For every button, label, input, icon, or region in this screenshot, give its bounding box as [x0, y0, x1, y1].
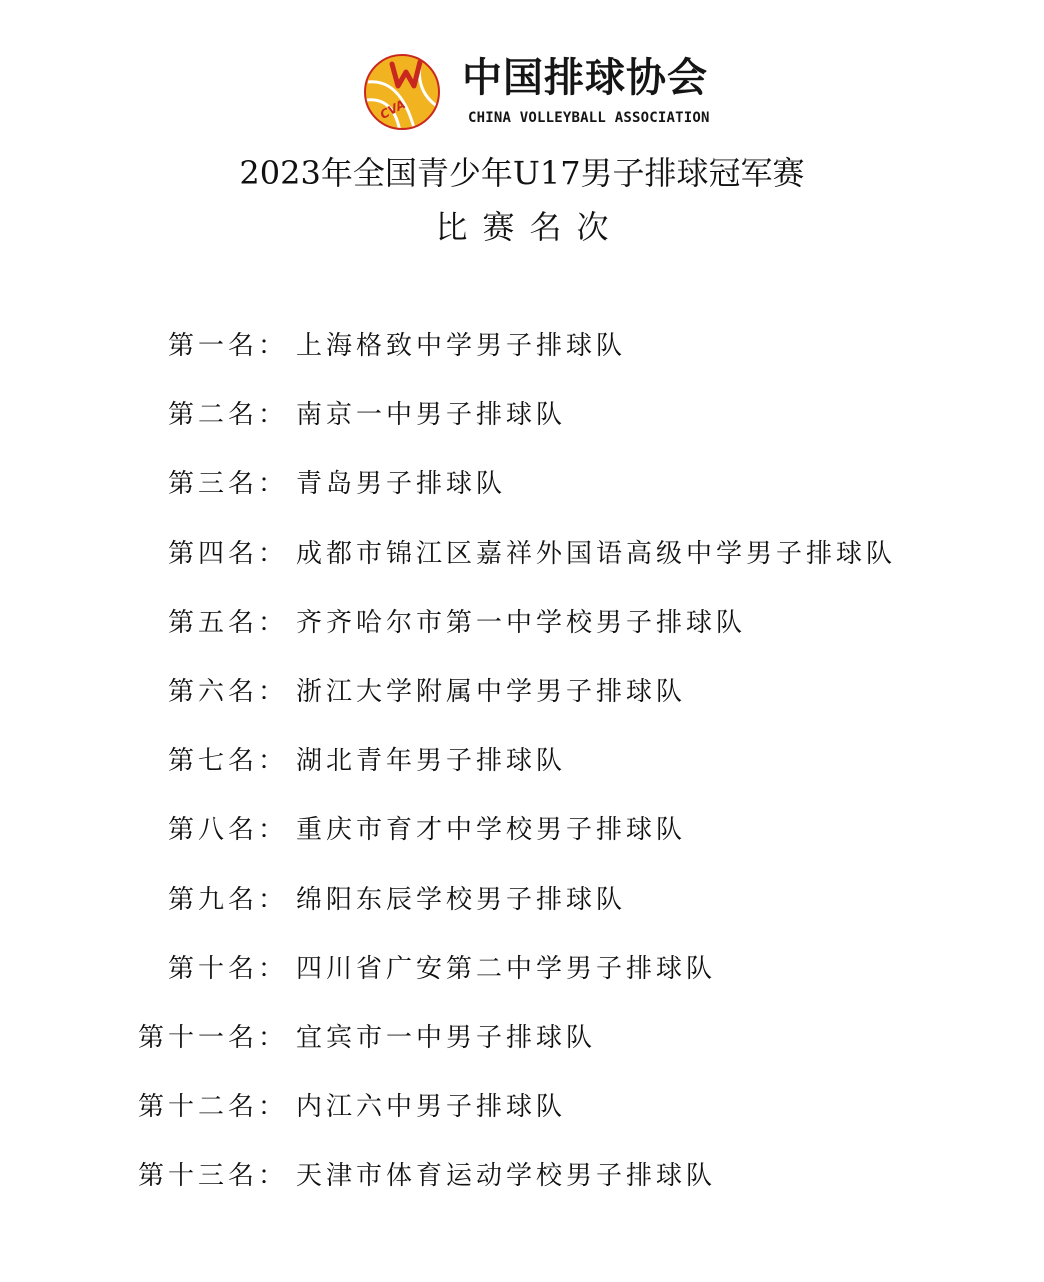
team-name: 南京一中男子排球队 — [296, 400, 567, 431]
team-name: 湖北青年男子排球队 — [296, 746, 567, 777]
rank-label: 第二名： — [167, 400, 288, 431]
rank-label: 第十名： — [167, 953, 288, 984]
team-name: 青岛男子排球队 — [296, 469, 507, 500]
rank-label: 第五名： — [167, 607, 288, 638]
ranking-row — [0, 949, 1044, 989]
team-name: 齐齐哈尔市第一中学校男子排球队 — [296, 607, 747, 638]
rank-label: 第七名： — [167, 746, 288, 777]
rank-label: 第八名： — [167, 815, 288, 846]
ranking-row — [0, 395, 1044, 435]
rank-label: 第六名： — [167, 677, 288, 707]
team-name: 内江六中男子排球队 — [296, 1092, 567, 1123]
ranking-row — [0, 810, 1044, 850]
team-name: 绵阳东辰学校男子排球队 — [296, 884, 627, 915]
rank-label: 第四名： — [167, 538, 288, 569]
ranking-row — [0, 326, 1044, 366]
ranking-row — [0, 880, 1044, 920]
rank-label: 第十二名： — [137, 1092, 288, 1123]
ranking-row — [0, 672, 1044, 712]
team-name: 宜宾市一中男子排球队 — [296, 1023, 597, 1053]
team-name: 四川省广安第二中学男子排球队 — [296, 953, 717, 984]
rank-label: 第九名： — [167, 884, 288, 915]
ranking-row — [0, 464, 1044, 504]
logo-ball-letters: CVA — [377, 97, 408, 122]
rank-label: 第一名： — [167, 331, 288, 361]
ranking-row — [0, 741, 1044, 781]
team-name: 上海格致中学男子排球队 — [296, 331, 627, 361]
ranking-row — [0, 1087, 1044, 1127]
rank-label: 第十一名： — [137, 1023, 288, 1053]
ranking-row — [0, 1018, 1044, 1058]
logo-english-name: CHINA VOLLEYBALL ASSOCIATION — [468, 110, 710, 126]
document-subtitle: 比赛名次 — [435, 208, 624, 246]
ranking-row — [0, 534, 1044, 574]
ranking-row — [0, 603, 1044, 643]
document-title: 2023年全国青少年U17男子排球冠军赛 — [239, 154, 805, 192]
team-name: 重庆市育才中学校男子排球队 — [296, 815, 687, 846]
rank-label: 第十三名： — [137, 1161, 288, 1192]
team-name: 天津市体育运动学校男子排球队 — [296, 1161, 717, 1192]
rank-label: 第三名： — [167, 469, 288, 500]
logo-chinese-name: 中国排球协会 — [462, 55, 708, 101]
team-name: 浙江大学附属中学男子排球队 — [296, 677, 687, 707]
team-name: 成都市锦江区嘉祥外国语高级中学男子排球队 — [296, 538, 897, 569]
ranking-row — [0, 1156, 1044, 1196]
